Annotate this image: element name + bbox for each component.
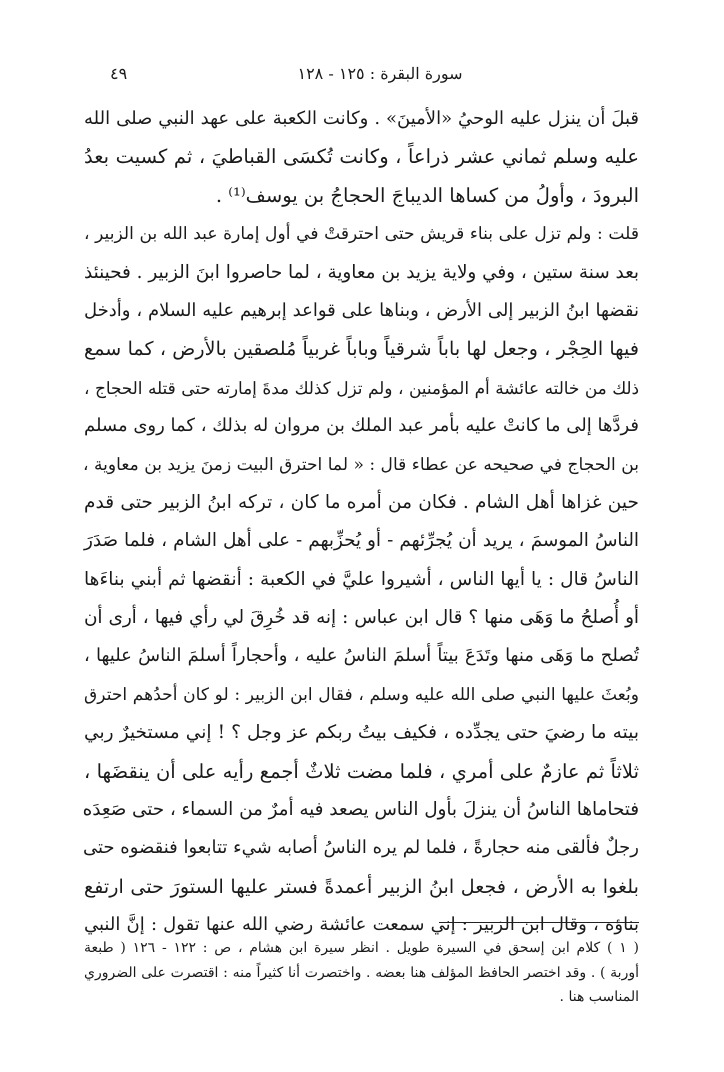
- text-line: بن الحجاج في صحيحه عن عطاء قال : « لما احترق البيت زمنَ يزيد بن معاوية ،: [83, 454, 639, 475]
- text-line: ثلاثاً ثم عازمٌ على أمري ، فلما مضت ثلاثٌ أجمع رأيه على أن ينقضَها ،: [84, 759, 639, 783]
- text-line: أو أُصلحُ ما وَهَى منها ؟ قال ابن عباس : إنه قد خُرِقَ لي رأي فيها ، أرى أن: [84, 607, 639, 629]
- text-line: قبلَ أن ينزل عليه الوحيُ «الأمينَ» . وكانت الكعبة على عهد النبي صلى الله: [84, 108, 639, 129]
- main-text-block: [84, 100, 639, 945]
- footnote-block: [84, 936, 639, 1010]
- page-number: ٤٩: [110, 64, 128, 83]
- text-line: فتحاماها الناسُ أن ينزلَ بأول الناس يصعد فيه أمرٌ من السماء ، حتى صَعِدَه: [82, 799, 639, 821]
- text-line: الناسُ قال : يا أيها الناس ، أشيروا عليَّ في الكعبة : أنقضها ثم أبني بناءَها: [84, 568, 639, 590]
- text-line: ذلك من خالته عائشة أم المؤمنين ، ولم تزل كذلك مدةَ إمارته حتى قتله الحجاج ،: [84, 377, 639, 398]
- footnote-line: ( ١ ) كلام ابن إسحق في السيرة طويل . انظر سيرة ابن هشام ، ص : ١٢٢ - ١٢٦ ( طبعة: [84, 940, 639, 956]
- text-line: قلت : ولم تزل على بناء قريش حتى احترقتْ في أول إمارة عبد الله بن الزبير ،: [84, 224, 639, 245]
- text-line: عليه وسلم ثماني عشر ذراعاً ، وكانت تُكسَى القباطيَ ، ثم كسيت بعدُ: [84, 145, 639, 169]
- text-line: فردَّها إلى ما كانتْ عليه بأمر عبد الملك بن مروان له بذلك ، كما روى مسلم: [83, 415, 639, 437]
- text-line: فيها الحِجْر ، وجعل لها باباً شرقياً وباباً غربياً مُلصقين بالأرض ، كما سمع: [84, 337, 639, 361]
- footnote-separator: [439, 922, 639, 923]
- text-line: الناسُ الموسمَ ، يريد أن يُجرِّئهم - أو يُحزِّبهم - على أهل الشام ، فلما صَدَرَ: [84, 530, 639, 552]
- text-line: بلغوا به الأرض ، فجعل ابنُ الزبير أعمدةً فستر عليها الستورَ حتى ارتفع: [84, 874, 639, 898]
- text-line: نقضها ابنُ الزبير إلى الأرض ، وبناها على قواعد إبرهيم عليه السلام ، وأدخل: [84, 299, 639, 321]
- running-header: [110, 62, 650, 88]
- surah-header-title: سورة البقرة : ١٢٥ - ١٢٨: [297, 64, 463, 83]
- text-line: بناؤه ، وقال ابن الزبير : إني سمعت عائشة رضي الله عنها تقول : إنَّ النبي: [84, 914, 639, 936]
- text-line: البرودَ ، وأولُ من كساها الديباجَ الحجاجُ بن يوسف⁽¹⁾ .: [215, 183, 639, 207]
- text-line: حين غزاها أهل الشام . فكان من أمره ما كان ، تركه ابنُ الزبير حتى قدم: [84, 491, 639, 513]
- text-line: بعد سنة ستين ، وفي ولاية يزيد بن معاوية ، لما حاصروا ابنَ الزبير . فحينئذ: [84, 261, 639, 283]
- text-line: رجلٌ فألقى منه حجارةً ، فلما لم يره الناسُ أصابه شيء تتابعوا فنقضوه حتى: [82, 837, 639, 859]
- text-line: بيته ما رضيَ حتى يجدِّده ، فكيف بيتُ ربكم عز وجل ؟ ! إني مستخيرٌ ربي: [84, 722, 639, 744]
- text-line: تُصلح ما وَهَى منها وتَدَعَ بيتاً أسلمَ الناسُ عليه ، وأحجاراً أسلمَ الناسُ عليها ،: [84, 645, 639, 667]
- footnote-line: المناسب هنا .: [559, 989, 639, 1005]
- text-line: وبُعثَ عليها النبي صلى الله عليه وسلم ، فقال ابن الزبير : لو كان أحدُهم احترق: [84, 684, 639, 705]
- footnote-line: أوربة ) . وقد اختصر الحافظ المؤلف هنا بعضه . واختصرت أنا كثيراً منه : اقتصرت على الضروري: [84, 964, 639, 981]
